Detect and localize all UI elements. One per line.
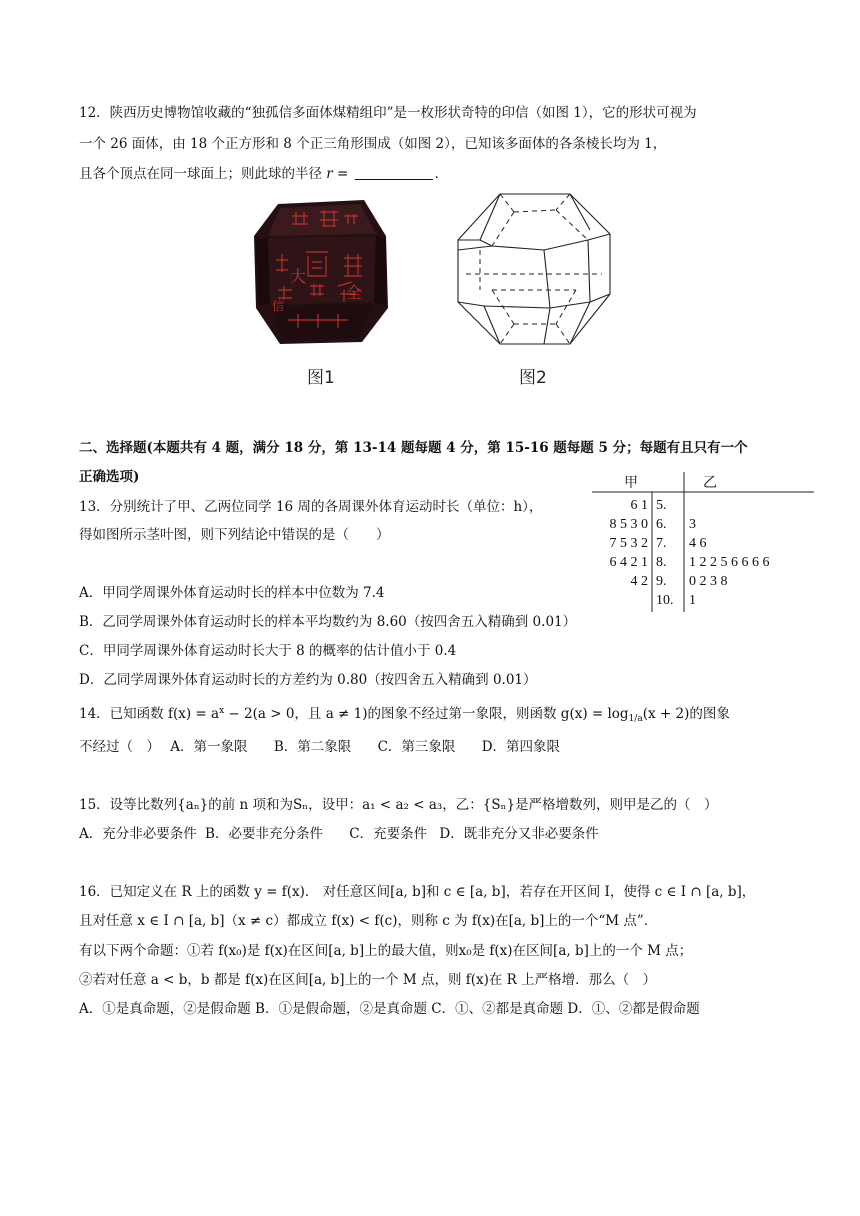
q14-option-b: B．第二象限 — [273, 739, 352, 755]
q16-line-3: 有以下两个命题：①若 f(x₀)是 f(x)在区间[a, b]上的最大值，则x₀是 f(x)在区间[a, b]上的一个 M 点； — [79, 943, 693, 959]
q14-stem-end: 不经过（ ） — [79, 739, 160, 755]
seal-char-3: 信 — [272, 299, 285, 313]
stem-leaf-right-leaves: 3 — [689, 517, 696, 532]
stem-leaf-right-leaves: 1 2 2 5 6 6 6 6 — [689, 555, 770, 570]
stem-leaf-right-leaves: 1 — [689, 593, 696, 608]
q14-exponent: x — [219, 706, 225, 716]
q13-option-c: C．甲同学周课外体育运动时长大于 8 的概率的估计值小于 0.4 — [79, 643, 457, 659]
q16-line-2: 且对任意 x ∈ I ∩ [a, b]（x ≠ c）都成立 f(x) < f(c)，则称 c 为 f(x)在[a, b]上的一个“M 点”． — [79, 913, 658, 929]
q12-line-3-text: 且各个顶点在同一球面上；则此球的半径 — [79, 166, 327, 182]
q16-line-4: ②若对任意 a < b，b 都是 f(x)在区间[a, b]上的一个 M 点，则 f(x)在 R 上严格增．那么（ ） — [79, 972, 657, 988]
stem-leaf-stem: 8. — [656, 555, 667, 570]
stem-leaf-left-leaves: 4 2 — [630, 574, 648, 589]
q15-option-b: B．必要非充分条件 — [205, 826, 323, 842]
stem-leaf-stem: 5. — [656, 498, 667, 513]
radius-variable: r — [326, 166, 333, 182]
seal-photo — [248, 190, 394, 352]
q12-line-2: 一个 26 面体，由 18 个正方形和 8 个正三角形围成（如图 2），已知该多面体的各条棱长均为 1， — [79, 136, 667, 152]
q14-text-b: − 2(a > 0，且 a ≠ 1)的图象不经过第一象限，则函数 g(x) = log — [224, 706, 629, 722]
q13-option-a: A．甲同学周课外体育运动时长的样本中位数为 7.4 — [79, 585, 385, 601]
stem-leaf-stem: 7. — [656, 536, 667, 551]
q12-line-3 — [79, 165, 448, 183]
stem-leaf-plot — [592, 472, 816, 614]
stem-leaf-left-leaves: 6 4 2 1 — [609, 555, 648, 570]
figure-2-caption: 图2 — [519, 368, 547, 388]
q13-line-2: 得如图所示茎叶图，则下列结论中错误的是（ ） — [79, 527, 390, 543]
q13-option-d: D．乙同学周课外体育运动时长的方差约为 0.80（按四舍五入精确到 0.01） — [79, 672, 537, 688]
q16-line-5: A．①是真命题，②是假命题 B．①是假命题，②是真命题 C．①、②都是真命题 D．①、②都是假命题 — [79, 1001, 700, 1017]
q12-line-3-end: ． — [434, 166, 449, 182]
polyhedron-diagram — [452, 190, 617, 350]
q15-option-c: C．充要条件 — [349, 826, 428, 842]
stem-leaf-left-leaves: 6 1 — [630, 498, 648, 513]
q14-option-d: D．第四象限 — [481, 739, 561, 755]
section-2-heading-cont: 正确选项) — [79, 469, 140, 485]
q14-option-a: A．第一象限 — [170, 739, 248, 755]
q15-options — [79, 825, 599, 843]
stem-leaf-right-leaves: 4 6 — [689, 536, 707, 551]
section-2-heading: 二、选择题(本题共有 4 题，满分 18 分，第 13-14 题每题 4 分，第 15-16 题每题 5 分；每题有且只有一个 — [79, 440, 748, 456]
q13-line-1: 13．分别统计了甲、乙两位同学 16 周的各周课外体育运动时长（单位：h）， — [79, 499, 543, 515]
stem-leaf-left-leaves: 8 5 3 0 — [609, 517, 648, 532]
q15-option-d: D．既非充分又非必要条件 — [439, 826, 599, 842]
q14-line-1 — [79, 702, 730, 728]
figure-1-caption: 图1 — [307, 368, 335, 388]
q14-text-a: 14．已知函数 f(x) = a — [79, 706, 220, 722]
stem-leaf-stem: 6. — [656, 517, 667, 532]
q12-line-1: 12．陕西历史博物馆收藏的“独孤信多面体煤精组印”是一枚形状奇特的印信（如图 1），它的形状可视为 — [79, 105, 697, 121]
answer-blank[interactable] — [355, 166, 433, 180]
stem-leaf-header-right: 乙 — [703, 476, 717, 491]
seal-char-2: 全 — [346, 283, 363, 302]
stem-leaf-left-leaves: 7 5 3 2 — [609, 536, 648, 551]
equals-sign: = — [332, 166, 353, 182]
seal-char-1: 大 — [290, 267, 307, 286]
stem-leaf-right-leaves: 0 2 3 8 — [689, 574, 728, 589]
q14-log-base: 1/a — [628, 714, 643, 724]
q15-line-1: 15．设等比数列{aₙ}的前 n 项和为Sₙ，设甲：a₁ < a₂ < a₃，乙：{Sₙ}是严格增数列，则甲是乙的（ ） — [79, 797, 718, 813]
q13-option-b: B．乙同学周课外体育运动时长的样本平均数约为 8.60（按四舍五入精确到 0.01） — [79, 614, 577, 630]
stem-leaf-stem: 9. — [656, 574, 667, 589]
q14-text-c: (x + 2)的图象 — [642, 706, 730, 722]
q14-line-2 — [79, 738, 560, 756]
q15-option-a: A．充分非必要条件 — [79, 826, 197, 842]
stem-leaf-header-left: 甲 — [624, 476, 638, 491]
q14-option-c: C．第三象限 — [377, 739, 456, 755]
stem-leaf-stem: 10. — [656, 593, 674, 608]
q16-line-1: 16．已知定义在 R 上的函数 y = f(x)． 对任意区间[a, b]和 c ∈ [a, b]，若存在开区间 I，使得 c ∈ I ∩ [a, b]， — [79, 884, 756, 900]
